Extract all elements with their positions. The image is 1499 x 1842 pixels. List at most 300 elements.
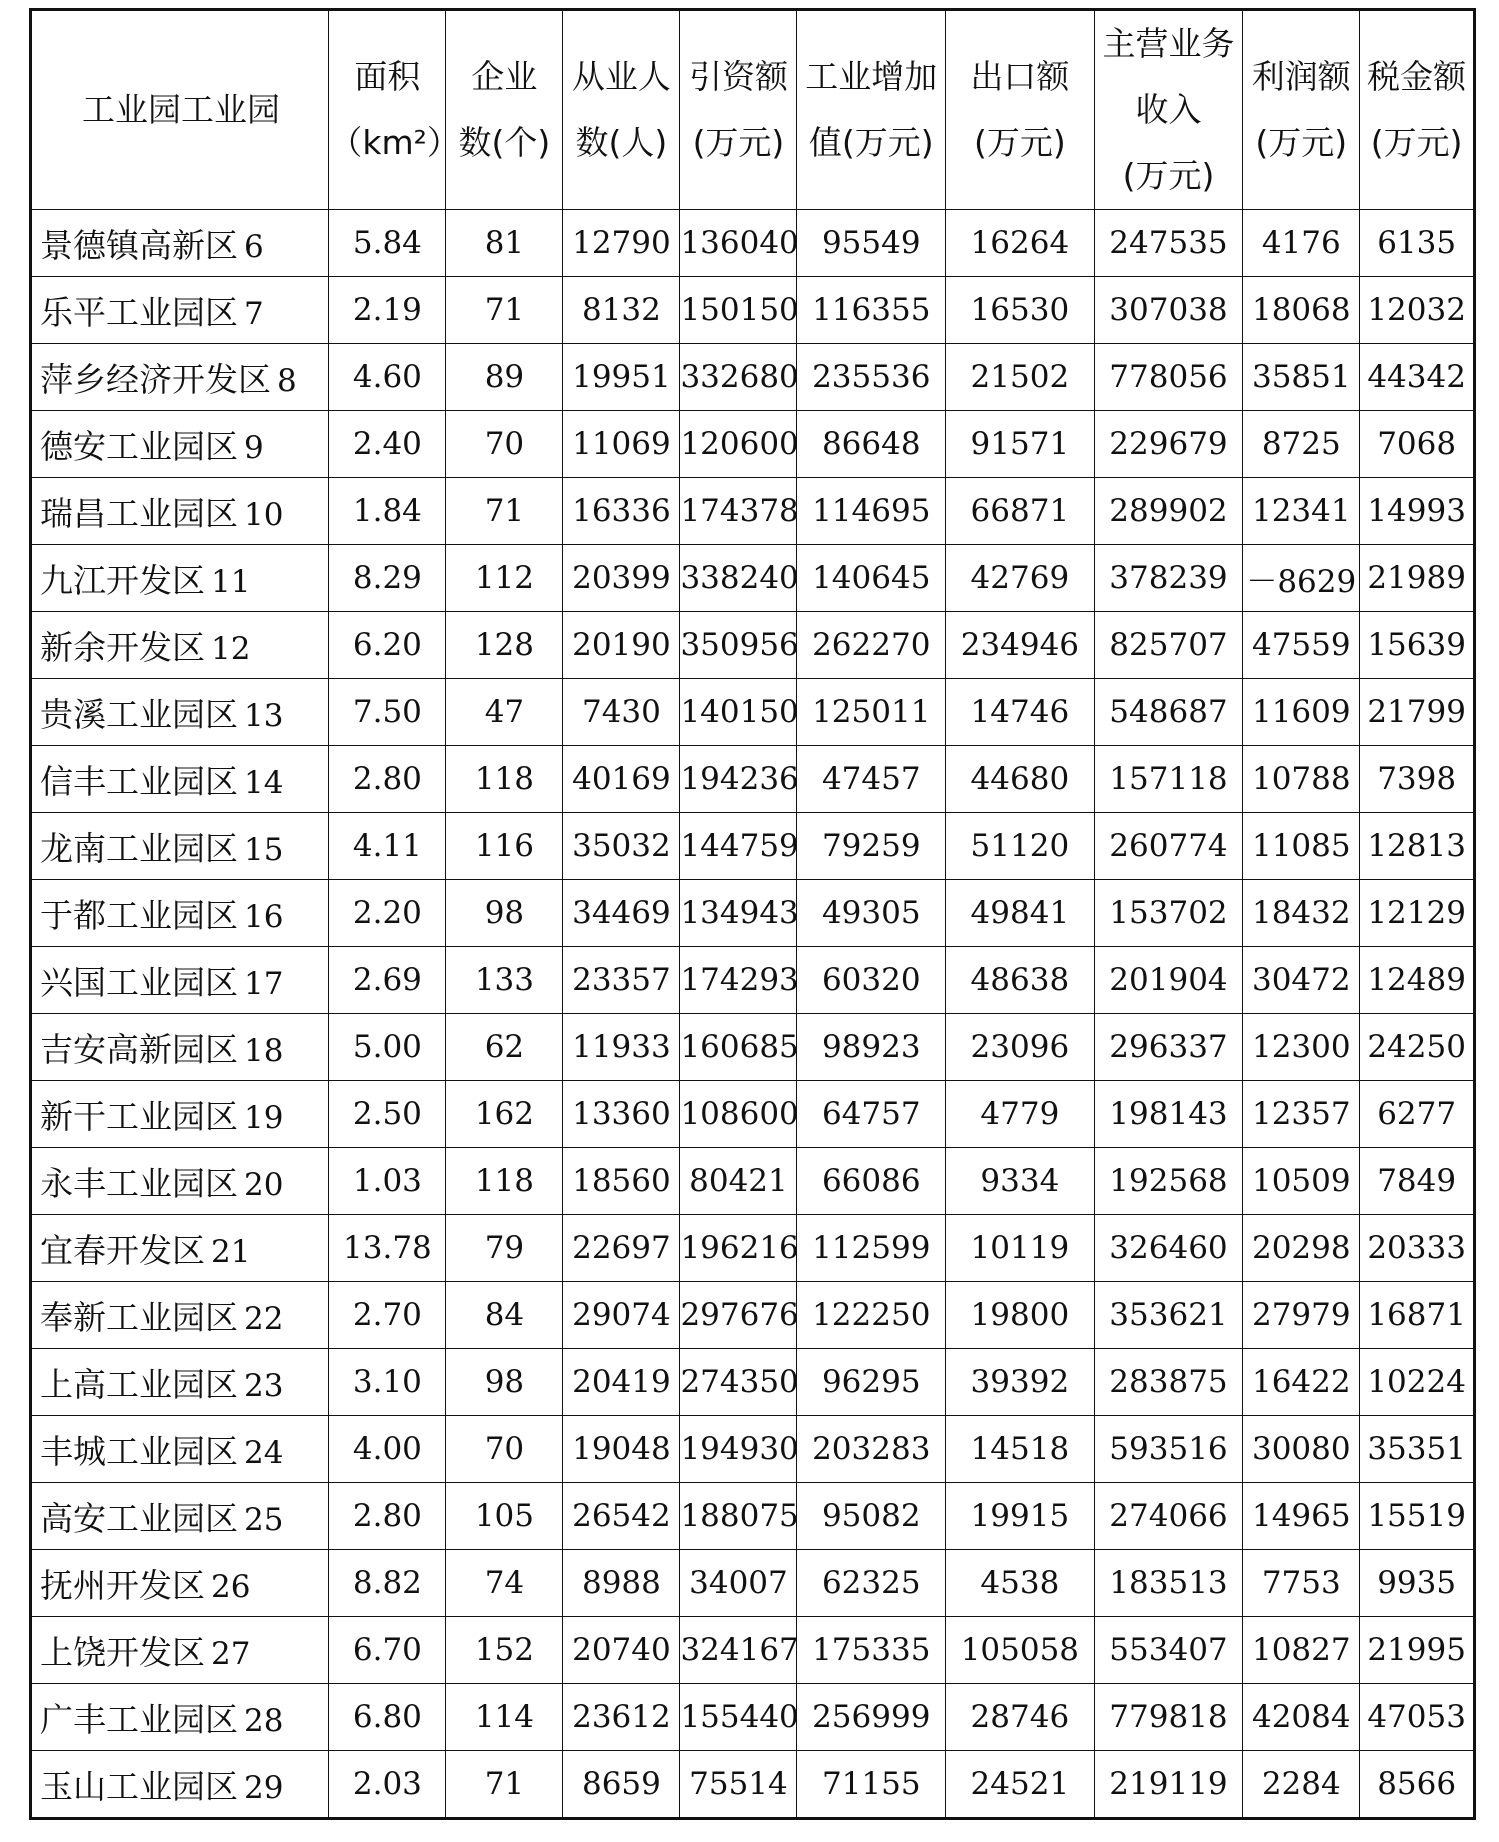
- column-header: 税金额 (万元): [1360, 10, 1475, 210]
- table-cell: 175335: [797, 1617, 946, 1684]
- table-row: [31, 813, 1475, 880]
- table-cell: 10827: [1243, 1617, 1360, 1684]
- table-cell: 20333: [1360, 1215, 1475, 1282]
- table-cell: 12032: [1360, 277, 1475, 344]
- table-cell: 112: [446, 545, 563, 612]
- park-index: 22: [244, 1300, 284, 1337]
- table-cell: 324167: [680, 1617, 797, 1684]
- park-name-cell: [31, 1081, 329, 1148]
- table-cell: 4538: [946, 1550, 1095, 1617]
- table-cell: 35032: [563, 813, 680, 880]
- park-name-cell: [31, 1617, 329, 1684]
- table-cell: 262270: [797, 612, 946, 679]
- table-cell: 1.84: [329, 478, 446, 545]
- table-cell: 30080: [1243, 1416, 1360, 1483]
- header-row: [31, 10, 1475, 210]
- table-cell: 9334: [946, 1148, 1095, 1215]
- table-cell: 15519: [1360, 1483, 1475, 1550]
- table-cell: 4176: [1243, 210, 1360, 277]
- park-name-cell: [31, 1751, 329, 1819]
- table-cell: 247535: [1094, 210, 1243, 277]
- table-cell: 98: [446, 880, 563, 947]
- table-cell: 153702: [1094, 880, 1243, 947]
- table-cell: 128: [446, 612, 563, 679]
- table-cell: 194930: [680, 1416, 797, 1483]
- park-name: 龙南工业园区: [40, 828, 238, 868]
- table-cell: 62: [446, 1014, 563, 1081]
- table-cell: 91571: [946, 411, 1095, 478]
- park-name-cell: [31, 1550, 329, 1617]
- table-cell: 11069: [563, 411, 680, 478]
- park-name: 上高工业园区: [40, 1364, 238, 1404]
- table-cell: 14746: [946, 679, 1095, 746]
- park-name: 于都工业园区: [40, 895, 238, 935]
- table-cell: 174378: [680, 478, 797, 545]
- table-cell: 19048: [563, 1416, 680, 1483]
- table-cell: 66086: [797, 1148, 946, 1215]
- park-index: 27: [211, 1635, 251, 1672]
- park-name: 宜春开发区: [40, 1230, 205, 1270]
- park-index: 29: [244, 1769, 284, 1806]
- table-cell: 297676: [680, 1282, 797, 1349]
- park-index: 12: [211, 630, 251, 667]
- table-cell: 47: [446, 679, 563, 746]
- park-name-cell: [31, 411, 329, 478]
- table-cell: 125011: [797, 679, 946, 746]
- table-cell: 12357: [1243, 1081, 1360, 1148]
- table-cell: 8988: [563, 1550, 680, 1617]
- table-cell: 21799: [1360, 679, 1475, 746]
- table-cell: 39392: [946, 1349, 1095, 1416]
- park-name: 萍乡经济开发区: [40, 359, 271, 399]
- table-cell: 234946: [946, 612, 1095, 679]
- table-cell: 6277: [1360, 1081, 1475, 1148]
- park-name-cell: [31, 1416, 329, 1483]
- table-cell: 12489: [1360, 947, 1475, 1014]
- table-cell: 16871: [1360, 1282, 1475, 1349]
- park-name: 玉山工业园区: [40, 1766, 238, 1806]
- table-cell: 3.10: [329, 1349, 446, 1416]
- table-row: [31, 1014, 1475, 1081]
- table-cell: 201904: [1094, 947, 1243, 1014]
- table-cell: 162: [446, 1081, 563, 1148]
- table-cell: 2.20: [329, 880, 446, 947]
- table-row: [31, 1349, 1475, 1416]
- park-name: 上饶开发区: [40, 1632, 205, 1672]
- table-row: [31, 1751, 1475, 1819]
- table-cell: 51120: [946, 813, 1095, 880]
- park-index: 6: [244, 228, 264, 265]
- park-index: 7: [244, 295, 264, 332]
- table-cell: 12813: [1360, 813, 1475, 880]
- park-name: 乐平工业园区: [40, 292, 238, 332]
- table-cell: 825707: [1094, 612, 1243, 679]
- table-cell: 80421: [680, 1148, 797, 1215]
- table-cell: 2.03: [329, 1751, 446, 1819]
- table-cell: 350956: [680, 612, 797, 679]
- table-cell: 8.29: [329, 545, 446, 612]
- table-cell: 11933: [563, 1014, 680, 1081]
- park-index: 16: [244, 898, 284, 935]
- table-cell: 13.78: [329, 1215, 446, 1282]
- table-cell: 19915: [946, 1483, 1095, 1550]
- park-name-cell: [31, 1349, 329, 1416]
- table-cell: 4779: [946, 1081, 1095, 1148]
- table-cell: 71: [446, 478, 563, 545]
- park-name-cell: [31, 478, 329, 545]
- park-index: 24: [244, 1434, 284, 1471]
- table-cell: 120600: [680, 411, 797, 478]
- table-cell: 174293: [680, 947, 797, 1014]
- park-name-cell: [31, 947, 329, 1014]
- table-cell: 49305: [797, 880, 946, 947]
- table-cell: 274350: [680, 1349, 797, 1416]
- table-cell: 114695: [797, 478, 946, 545]
- table-cell: 108600: [680, 1081, 797, 1148]
- table-cell: 198143: [1094, 1081, 1243, 1148]
- park-name-cell: [31, 880, 329, 947]
- park-index: 13: [244, 697, 284, 734]
- table-cell: 593516: [1094, 1416, 1243, 1483]
- park-index: 10: [244, 496, 284, 533]
- park-index: 8: [277, 362, 297, 399]
- table-cell: 114: [446, 1684, 563, 1751]
- park-index: 17: [244, 965, 284, 1002]
- table-row: [31, 612, 1475, 679]
- table-row: [31, 411, 1475, 478]
- table-cell: 778056: [1094, 344, 1243, 411]
- table-cell: 22697: [563, 1215, 680, 1282]
- park-name-cell: [31, 545, 329, 612]
- table-cell: 5.00: [329, 1014, 446, 1081]
- table-cell: 140645: [797, 545, 946, 612]
- park-name: 九江开发区: [40, 560, 205, 600]
- park-name-cell: [31, 1282, 329, 1349]
- table-cell: 44680: [946, 746, 1095, 813]
- table-cell: 118: [446, 1148, 563, 1215]
- park-index: 28: [244, 1702, 284, 1739]
- column-header: 引资额 (万元): [680, 10, 797, 210]
- table-cell: 2.80: [329, 1483, 446, 1550]
- table-cell: 6135: [1360, 210, 1475, 277]
- table-cell: 7.50: [329, 679, 446, 746]
- table-cell: 47053: [1360, 1684, 1475, 1751]
- table-cell: 12790: [563, 210, 680, 277]
- table-cell: 14993: [1360, 478, 1475, 545]
- table-cell: 64757: [797, 1081, 946, 1148]
- table-cell: 10788: [1243, 746, 1360, 813]
- table-cell: 6.20: [329, 612, 446, 679]
- park-name: 瑞昌工业园区: [40, 493, 238, 533]
- column-header: 面积 （km²）: [329, 10, 446, 210]
- table-cell: 21989: [1360, 545, 1475, 612]
- table-cell: 2.40: [329, 411, 446, 478]
- table-cell: 105: [446, 1483, 563, 1550]
- table-cell: 42084: [1243, 1684, 1360, 1751]
- table-cell: 30472: [1243, 947, 1360, 1014]
- table-cell: 75514: [680, 1751, 797, 1819]
- park-name-cell: [31, 344, 329, 411]
- park-name: 贵溪工业园区: [40, 694, 238, 734]
- table-cell: 133: [446, 947, 563, 1014]
- table-cell: 2.80: [329, 746, 446, 813]
- table-cell: 18560: [563, 1148, 680, 1215]
- table-cell: 203283: [797, 1416, 946, 1483]
- park-index: 15: [244, 831, 284, 868]
- table-cell: 256999: [797, 1684, 946, 1751]
- table-cell: 194236: [680, 746, 797, 813]
- table-cell: 19800: [946, 1282, 1095, 1349]
- table-cell: 70: [446, 411, 563, 478]
- table-cell: 6.70: [329, 1617, 446, 1684]
- table-cell: 353621: [1094, 1282, 1243, 1349]
- park-index: 25: [244, 1501, 284, 1538]
- park-name: 景德镇高新区: [40, 225, 238, 265]
- table-cell: 84: [446, 1282, 563, 1349]
- table-cell: 27979: [1243, 1282, 1360, 1349]
- table-cell: 118: [446, 746, 563, 813]
- table-cell: 6.80: [329, 1684, 446, 1751]
- table-cell: 95082: [797, 1483, 946, 1550]
- table-cell: 7849: [1360, 1148, 1475, 1215]
- table-cell: 18432: [1243, 880, 1360, 947]
- table-cell: 188075: [680, 1483, 797, 1550]
- table-cell: 183513: [1094, 1550, 1243, 1617]
- park-index: 18: [244, 1032, 284, 1069]
- table-cell: 49841: [946, 880, 1095, 947]
- table-cell: 23096: [946, 1014, 1095, 1081]
- park-name-cell: [31, 612, 329, 679]
- table-cell: 2.69: [329, 947, 446, 1014]
- table-cell: 12341: [1243, 478, 1360, 545]
- table-cell: 196216: [680, 1215, 797, 1282]
- table-cell: 89: [446, 344, 563, 411]
- table-cell: 548687: [1094, 679, 1243, 746]
- table-row: [31, 1483, 1475, 1550]
- table-cell: 79259: [797, 813, 946, 880]
- table-cell: 62325: [797, 1550, 946, 1617]
- table-cell: 274066: [1094, 1483, 1243, 1550]
- table-cell: 12129: [1360, 880, 1475, 947]
- park-name: 广丰工业园区: [40, 1699, 238, 1739]
- table-cell: 60320: [797, 947, 946, 1014]
- table-cell: 47457: [797, 746, 946, 813]
- table-cell: 26542: [563, 1483, 680, 1550]
- table-row: [31, 1148, 1475, 1215]
- table-row: [31, 1617, 1475, 1684]
- column-header: 出口额 (万元): [946, 10, 1095, 210]
- table-row: [31, 210, 1475, 277]
- park-name: 高安工业园区: [40, 1498, 238, 1538]
- table-cell: 98923: [797, 1014, 946, 1081]
- table-cell: 18068: [1243, 277, 1360, 344]
- park-name: 信丰工业园区: [40, 761, 238, 801]
- table-cell: 10224: [1360, 1349, 1475, 1416]
- table-cell: 112599: [797, 1215, 946, 1282]
- park-name: 兴国工业园区: [40, 962, 238, 1002]
- table-cell: 71: [446, 1751, 563, 1819]
- table-cell: 2.50: [329, 1081, 446, 1148]
- table-cell: 66871: [946, 478, 1095, 545]
- table-row: [31, 1215, 1475, 1282]
- table-cell: 116355: [797, 277, 946, 344]
- table-cell: 86648: [797, 411, 946, 478]
- park-name-cell: [31, 746, 329, 813]
- table-cell: 235536: [797, 344, 946, 411]
- table-cell: 4.60: [329, 344, 446, 411]
- table-cell: 8.82: [329, 1550, 446, 1617]
- table-cell: 105058: [946, 1617, 1095, 1684]
- park-name-cell: [31, 1014, 329, 1081]
- table-row: [31, 545, 1475, 612]
- table-cell: 553407: [1094, 1617, 1243, 1684]
- table-body: [31, 210, 1475, 1819]
- table-cell: 2.19: [329, 277, 446, 344]
- table-cell: 152: [446, 1617, 563, 1684]
- table-cell: 20740: [563, 1617, 680, 1684]
- table-cell: 95549: [797, 210, 946, 277]
- table-cell: 2.70: [329, 1282, 446, 1349]
- column-header: 企业 数(个): [446, 10, 563, 210]
- table-cell: 34469: [563, 880, 680, 947]
- table-cell: 23357: [563, 947, 680, 1014]
- table-cell: 70: [446, 1416, 563, 1483]
- table-cell: 4.11: [329, 813, 446, 880]
- table-cell: 79: [446, 1215, 563, 1282]
- park-name-cell: [31, 1483, 329, 1550]
- table-cell: 11085: [1243, 813, 1360, 880]
- table-cell: 307038: [1094, 277, 1243, 344]
- table-cell: 24521: [946, 1751, 1095, 1819]
- table-cell: 4.00: [329, 1416, 446, 1483]
- table-cell: 21502: [946, 344, 1095, 411]
- park-index: 20: [244, 1166, 284, 1203]
- table-cell: 24250: [1360, 1014, 1475, 1081]
- table-row: [31, 1081, 1475, 1148]
- column-header: 工业园工业园: [31, 10, 329, 210]
- table-cell: 296337: [1094, 1014, 1243, 1081]
- table-cell: 229679: [1094, 411, 1243, 478]
- park-name: 抚州开发区: [40, 1565, 205, 1605]
- table-cell: 11609: [1243, 679, 1360, 746]
- table-cell: 7068: [1360, 411, 1475, 478]
- column-header: 工业增加 值(万元): [797, 10, 946, 210]
- table-cell: 96295: [797, 1349, 946, 1416]
- table-cell: 21995: [1360, 1617, 1475, 1684]
- park-index: 21: [211, 1233, 251, 1270]
- table-cell: 150150: [680, 277, 797, 344]
- table-cell: 34007: [680, 1550, 797, 1617]
- table-row: [31, 679, 1475, 746]
- table-cell: 12300: [1243, 1014, 1360, 1081]
- table-cell: 74: [446, 1550, 563, 1617]
- park-name: 永丰工业园区: [40, 1163, 238, 1203]
- table-cell: 326460: [1094, 1215, 1243, 1282]
- table-cell: 157118: [1094, 746, 1243, 813]
- park-index: 23: [244, 1367, 284, 1404]
- table-row: [31, 947, 1475, 1014]
- table-cell: 2284: [1243, 1751, 1360, 1819]
- table-cell: 8659: [563, 1751, 680, 1819]
- table-cell: 20419: [563, 1349, 680, 1416]
- table-cell: 19951: [563, 344, 680, 411]
- table-row: [31, 1550, 1475, 1617]
- table-cell: 15639: [1360, 612, 1475, 679]
- table-cell: 378239: [1094, 545, 1243, 612]
- table-cell: 8132: [563, 277, 680, 344]
- table-cell: 20190: [563, 612, 680, 679]
- park-name: 德安工业园区: [40, 426, 238, 466]
- table-cell: 16336: [563, 478, 680, 545]
- table-cell: 10509: [1243, 1148, 1360, 1215]
- table-cell: 7753: [1243, 1550, 1360, 1617]
- table-cell: 48638: [946, 947, 1095, 1014]
- table-row: [31, 1416, 1475, 1483]
- table-cell: 40169: [563, 746, 680, 813]
- table-cell: 122250: [797, 1282, 946, 1349]
- park-index: 9: [244, 429, 264, 466]
- table-row: [31, 344, 1475, 411]
- table-row: [31, 746, 1475, 813]
- table-cell: 98: [446, 1349, 563, 1416]
- table-cell: 1.03: [329, 1148, 446, 1215]
- table-cell: 47559: [1243, 612, 1360, 679]
- table-cell: 283875: [1094, 1349, 1243, 1416]
- table-cell: －8629: [1243, 545, 1360, 612]
- table-cell: 81: [446, 210, 563, 277]
- table-cell: 42769: [946, 545, 1095, 612]
- table-cell: 35351: [1360, 1416, 1475, 1483]
- table-cell: 14518: [946, 1416, 1095, 1483]
- column-header: 主营业务收入 (万元): [1094, 10, 1243, 210]
- table-row: [31, 277, 1475, 344]
- table-cell: 29074: [563, 1282, 680, 1349]
- table-cell: 13360: [563, 1081, 680, 1148]
- park-name: 新余开发区: [40, 627, 205, 667]
- industrial-park-table: [29, 8, 1476, 1820]
- table-cell: 5.84: [329, 210, 446, 277]
- table-cell: 10119: [946, 1215, 1095, 1282]
- table-cell: 7430: [563, 679, 680, 746]
- table-cell: 192568: [1094, 1148, 1243, 1215]
- park-name: 吉安高新园区: [40, 1029, 238, 1069]
- park-index: 14: [244, 764, 284, 801]
- park-name-cell: [31, 679, 329, 746]
- park-index: 19: [244, 1099, 284, 1136]
- park-name-cell: [31, 813, 329, 880]
- table-cell: 338240: [680, 545, 797, 612]
- table-row: [31, 1684, 1475, 1751]
- table-cell: 28746: [946, 1684, 1095, 1751]
- park-name-cell: [31, 210, 329, 277]
- column-header: 从业人 数(人): [563, 10, 680, 210]
- park-name-cell: [31, 1684, 329, 1751]
- table-cell: 289902: [1094, 478, 1243, 545]
- table-cell: 14965: [1243, 1483, 1360, 1550]
- park-name: 丰城工业园区: [40, 1431, 238, 1471]
- table-cell: 219119: [1094, 1751, 1243, 1819]
- table-cell: 44342: [1360, 344, 1475, 411]
- table-cell: 155440: [680, 1684, 797, 1751]
- park-index: 26: [211, 1568, 251, 1605]
- table-cell: 35851: [1243, 344, 1360, 411]
- table-cell: 116: [446, 813, 563, 880]
- park-name-cell: [31, 1215, 329, 1282]
- table-cell: 779818: [1094, 1684, 1243, 1751]
- table-row: [31, 880, 1475, 947]
- table-cell: 23612: [563, 1684, 680, 1751]
- table-row: [31, 478, 1475, 545]
